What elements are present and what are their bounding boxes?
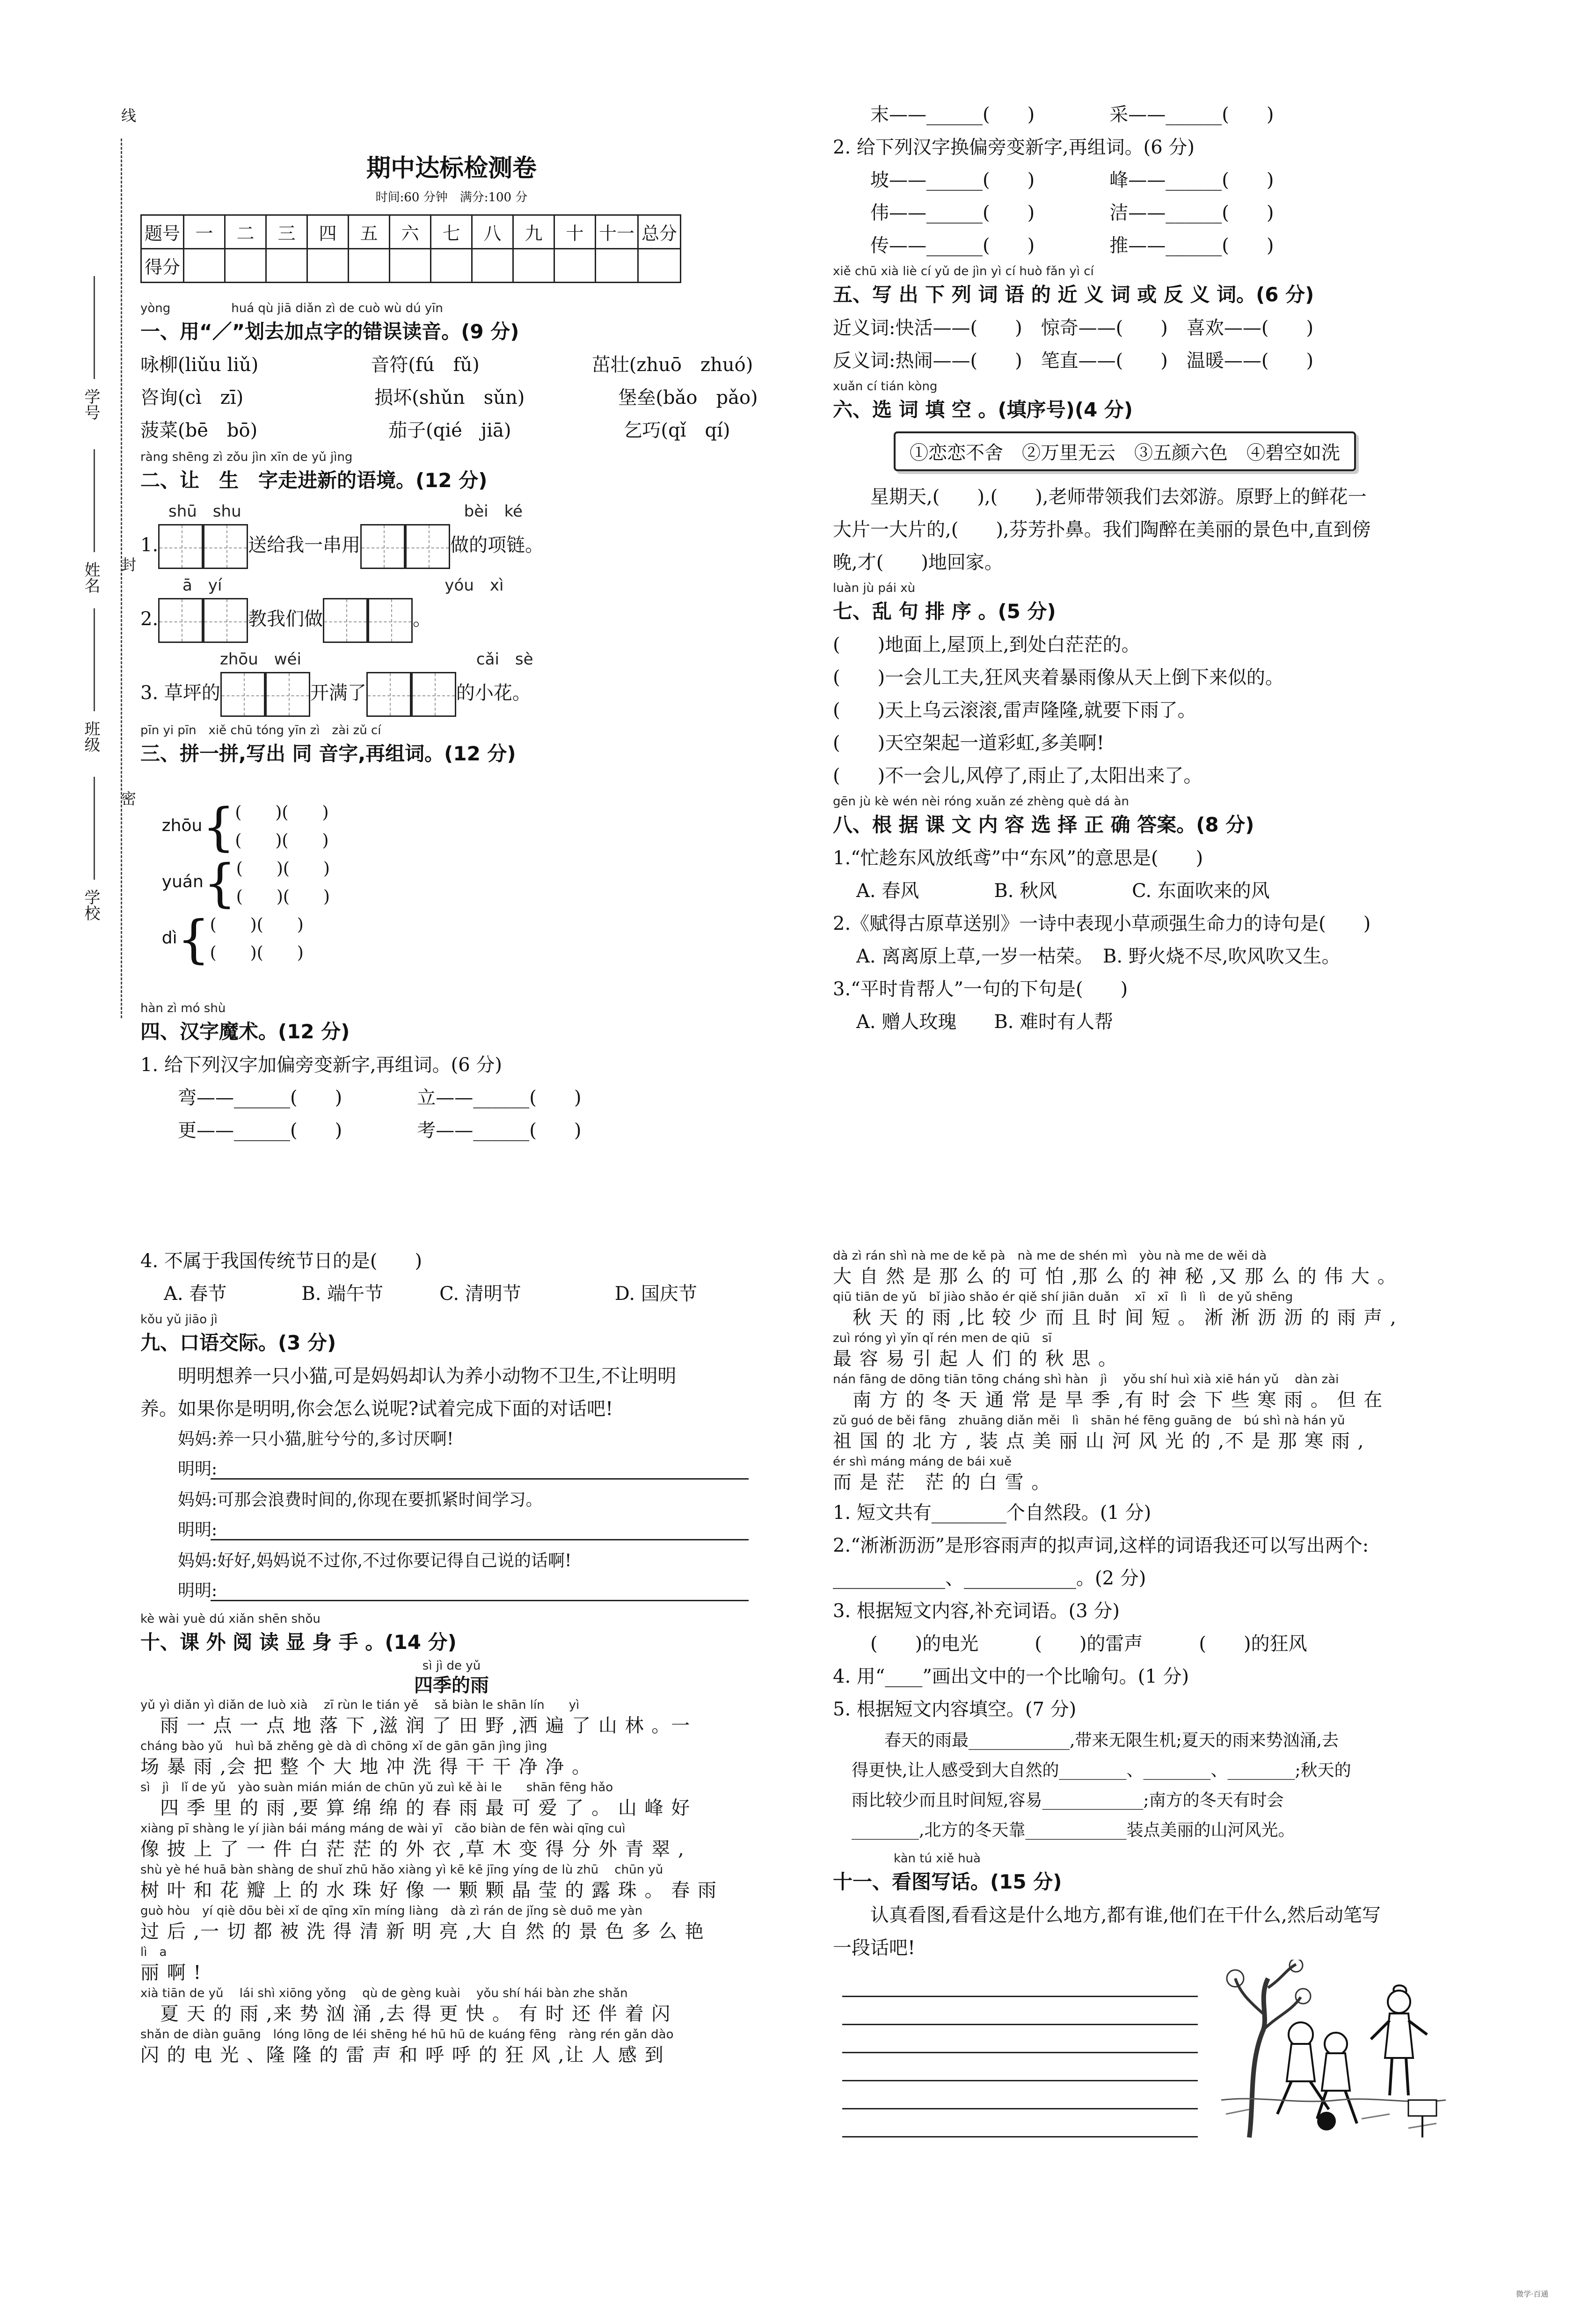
write-box-pair[interactable] [366, 669, 456, 717]
passage-text-line: 像 披 上 了 一 件 白 茫 茫 的 外 衣 ,草 木 变 得 分 外 青 翠 , [140, 1838, 685, 1860]
s10-title-pinyin: sì jì de yǔ [422, 1659, 481, 1673]
exam-subtitle: 时间:60 分钟 满分:100 分 [375, 190, 528, 204]
passage-pinyin-line: cháng bào yǔ huì bǎ zhěng gè dà dì chōng xǐ de gān gān jìng jìng [140, 1739, 547, 1753]
s10-title: 四季的雨 [414, 1674, 489, 1696]
s3-g3-pinyin: dì [161, 928, 177, 948]
passage-pinyin-line: qiū tiān de yǔ bǐ jiào shǎo ér qiě shí jiān duǎn xī xī lì lì de yǔ shēng [833, 1290, 1293, 1304]
s3-heading: 三、拼一拼,写出 同 音字,再组词。(12 分) [140, 742, 516, 765]
s4-pinyin: hàn zì mó shù [140, 1001, 226, 1015]
passage-pinyin-line: lì a [140, 1945, 167, 1959]
passage-text-line: 四 季 里 的 雨 ,要 算 绵 绵 的 春 雨 最 可 爱 了 。 山 峰 好 [140, 1797, 691, 1819]
s3-group: zhōu{ [161, 797, 235, 857]
passage-text-line: 秋 天 的 雨 ,比 较 少 而 且 时 间 短 。 淅 淅 沥 沥 的 雨 声 , [833, 1307, 1397, 1328]
s2-r3-tail: 的小花。 [456, 682, 531, 704]
score-table [140, 214, 681, 283]
s4b-r2[interactable]: 伟——______( ) 洁——______( ) [870, 202, 1274, 224]
score-cell[interactable] [184, 249, 225, 283]
s3-group: dì{ [161, 909, 210, 969]
s2-row3 [140, 669, 763, 717]
s5-pinyin: xiě chū xià liè cí yǔ de jìn yì cí huò fǎn yì cí [833, 264, 1094, 278]
seal-char-xian: 线 [119, 108, 137, 123]
s2-r1-pinyin: shū shu bèi ké [168, 502, 523, 521]
passage-pinyin-line: dà zì rán shì nà me de kě pà nà me de shén mì yòu nà me de wěi dà [833, 1249, 1267, 1263]
s1-row[interactable]: 咨询(cì zī) 损坏(shǔn sǔn) 堡垒(bǎo pǎo) [140, 387, 758, 408]
s9-mom3: 妈妈:好好,妈妈说不过你,不过你要记得自己说的话啊! [178, 1551, 572, 1570]
s10-f1[interactable]: 春天的雨最____________,带来无限生机;夏天的雨来势汹涌,去 [884, 1731, 1339, 1750]
s3-g1-pinyin: zhōu [161, 816, 203, 835]
s9-answer3[interactable] [140, 1575, 763, 1608]
s8-a1: A. 春风 B. 秋风 C. 东面吹来的风 [856, 880, 1270, 902]
passage-text-line: 闪 的 电 光 、隆 隆 的 雷 声 和 呼 呼 的 狂 风 ,让 人 感 到 [140, 2044, 664, 2066]
passage-pinyin-line: shù yè hé huā bàn shàng de shuǐ zhū hǎo xiàng yì kē kē jīng yíng de lù zhū chūn yǔ [140, 1863, 663, 1877]
score-header-cell: 七 [431, 215, 472, 249]
exam-title: 期中达标检测卷 [366, 154, 537, 182]
score-header-cell: 十一 [596, 215, 638, 249]
s2-row1 [140, 521, 763, 569]
s7-row[interactable]: ( )天上乌云滚滚,雷声隆隆,就要下雨了。 [833, 700, 1196, 721]
write-box-pair[interactable] [323, 595, 413, 643]
s6-pinyin: xuǎn cí tián kòng [833, 379, 938, 394]
s7-row[interactable]: ( )一会儿工夫,狂风夹着暴雨像从天上倒下来似的。 [833, 667, 1284, 688]
s4-q2: 2. 给下列汉字换偏旁变新字,再组词。(6 分) [833, 137, 1195, 158]
s3-g2-pinyin: yuán [161, 872, 204, 891]
student-id-line [94, 276, 95, 379]
score-cell[interactable] [225, 249, 266, 283]
s9-mom1: 妈妈:养一只小猫,脏兮兮的,多讨厌啊! [178, 1430, 454, 1449]
column-top-right [833, 98, 1455, 1038]
score-header-cell: 十 [554, 215, 596, 249]
s11-writing-area [833, 1969, 1455, 2147]
passage-pinyin-line: guò hòu yí qiè dōu bèi xǐ de qīng xīn míng liàng dà zì rán de jǐng sè duō me yàn [140, 1904, 643, 1918]
s8-a2: A. 离离原上草,一岁一枯荣。 B. 野火烧不尽,吹风吹又生。 [856, 946, 1341, 967]
s11-p2: 一段话吧! [833, 1937, 916, 1959]
s2-r2-pinyin: ā yí yóu xì [182, 576, 504, 595]
score-cell[interactable] [390, 249, 431, 283]
s2-r3-num: 3. 草坪的 [140, 682, 220, 704]
s1-row[interactable]: 菠菜(bē bō) 茄子(qié jiā) 乞巧(qǐ qí) [140, 420, 730, 441]
s11-lines[interactable] [842, 1969, 1198, 2137]
s6-word-box [833, 427, 1455, 481]
passage-text-line: 雨 一 点 一 点 地 落 下 ,滋 润 了 田 野 ,洒 遍 了 山 林 。一 [140, 1715, 691, 1736]
s10-q4[interactable]: 4. 用“____”画出文中的一个比喻句。(1 分) [833, 1666, 1189, 1687]
score-cell[interactable] [266, 249, 307, 283]
s2-r3-pinyin: zhōu wéi cǎi sè [220, 650, 533, 669]
s9-pinyin: kǒu yǔ jiāo jì [140, 1313, 218, 1327]
s9-answer2[interactable] [140, 1514, 763, 1547]
s10-q2: 2.“淅淅沥沥”是形容雨声的拟声词,这样的词语我还可以写出两个: [833, 1535, 1369, 1556]
write-box-pair[interactable] [220, 669, 310, 717]
passage-pinyin-line: sì jì lǐ de yǔ yào suàn mián mián de chūn yǔ zuì kě ài le shān fēng hǎo [140, 1780, 613, 1794]
score-cell[interactable] [638, 249, 681, 283]
s8-q4[interactable]: 4. 不属于我国传统节日的是( ) [140, 1250, 423, 1272]
column-top-left [140, 150, 763, 1147]
score-value-row [141, 249, 681, 283]
score-cell[interactable] [349, 249, 390, 283]
s8-heading: 八、根 据 课 文 内 容 选 择 正 确 答案。(8 分) [833, 813, 1254, 836]
score-header-cell: 五 [349, 215, 390, 249]
s4-r2[interactable]: 更——______( ) 考——______( ) [178, 1120, 582, 1141]
s1-pinyin: yòng huá qù jiā diǎn zì de cuò wù dú yīn [140, 301, 443, 315]
class-line [94, 608, 95, 711]
score-cell[interactable] [596, 249, 638, 283]
s8-q1[interactable]: 1.“忙趁东风放纸鸢”中“东风”的意思是( ) [833, 847, 1203, 869]
passage-text-line: 树 叶 和 花 瓣 上 的 水 珠 好 像 一 颗 颗 晶 莹 的 露 珠 。 春 雨 [140, 1880, 718, 1901]
write-box-pair[interactable] [158, 521, 248, 569]
s9-answer1[interactable] [140, 1453, 763, 1486]
s5-heading: 五、写 出 下 列 词 语 的 近 义 词 或 反 义 词。(6 分) [833, 283, 1314, 306]
s2-r2-tail: 。 [413, 608, 432, 630]
score-header-row [141, 215, 681, 249]
s8-q2[interactable]: 2.《赋得古原草送别》一诗中表现小草顽强生命力的诗句是( ) [833, 913, 1371, 934]
s7-row[interactable]: ( )地面上,屋顶上,到处白茫茫的。 [833, 634, 1140, 656]
s4-r1[interactable]: 弯——______( ) 立——______( ) [178, 1087, 582, 1109]
passage-pinyin-line: xiàng pī shàng le yí jiàn bái máng máng de wài yī cǎo biàn de fēn wài qīng cuì [140, 1822, 626, 1836]
student-id-label: 学号 [81, 388, 100, 420]
s1-heading: 一、用“／”划去加点字的错误读音。(9 分) [140, 320, 519, 343]
passage-pinyin-line: xià tiān de yǔ lái shì xiōng yǒng qù de gèng kuài yǒu shí hái bàn zhe shǎn [140, 1986, 628, 2000]
s2-r1-text: 送给我一串用 [248, 534, 361, 556]
passage-text-line: 丽 啊 ! [140, 1962, 202, 1984]
score-header-cell: 九 [513, 215, 554, 249]
s10-f2[interactable]: 得更快,让人感受到大自然的________、________、________;秋天的 [852, 1761, 1351, 1780]
column-bottom-left [140, 1245, 763, 2069]
s8-q3[interactable]: 3.“平时肯帮人”一句的下句是( ) [833, 978, 1128, 1000]
passage-pinyin-line: shǎn de diàn guāng lóng lōng de léi shēng hé hū hū de kuáng fēng ràng rén gǎn dào [140, 2028, 674, 2042]
s11-heading: 十一、看图写话。(15 分) [833, 1870, 1062, 1893]
student-name-label: 姓名 [81, 562, 100, 593]
s1-row[interactable]: 咏柳(liǔu liǔ) 音符(fú fǔ) 茁壮(zhuō zhuó) [140, 354, 753, 376]
passage-pinyin-line: zǔ guó de běi fāng zhuāng diǎn měi lì shān hé fēng guāng de bú shì nà hán yǔ [833, 1414, 1345, 1428]
s4-q1: 1. 给下列汉字加偏旁变新字,再组词。(6 分) [140, 1054, 502, 1076]
score-header-cell: 八 [472, 215, 513, 249]
score-header-cell: 一 [184, 215, 225, 249]
s10-q2-blank[interactable]: ____________、____________。(2 分) [833, 1568, 1146, 1589]
s9-p1: 明明想养一只小猫,可是妈妈却认为养小动物不卫生,不让明明 [178, 1365, 677, 1387]
s8-a4: A. 春节 B. 端午节 C. 清明节 D. 国庆节 [164, 1283, 697, 1305]
s9-mingming-label: 明明: [178, 1459, 218, 1479]
score-header-cell: 六 [390, 215, 431, 249]
s11-p1: 认真看图,看看这是什么地方,都有谁,他们在干什么,然后动笔写 [870, 1904, 1381, 1926]
s10-q5: 5. 根据短文内容填空。(7 分) [833, 1699, 1077, 1720]
s2-r2-text: 教我们做 [248, 608, 323, 630]
passage-text-line: 过 后 ,一 切 都 被 洗 得 清 新 明 亮 ,大 自 然 的 景 色 多 么 艳 [140, 1921, 705, 1942]
passage-text-line: 夏 天 的 雨 ,来 势 汹 涌 ,去 得 更 快 。 有 时 还 伴 着 闪 [140, 2003, 671, 2025]
school-line [94, 777, 95, 880]
score-label: 得分 [141, 249, 184, 283]
write-box-pair[interactable] [158, 595, 248, 643]
s6-word-scroll: ①恋恋不舍 ②万里无云 ③五颜六色 ④碧空如洗 [894, 431, 1356, 471]
s4-r3[interactable]: 末——______( ) 采——______( ) [870, 104, 1274, 125]
s8-pinyin: gēn jù kè wén nèi róng xuǎn zé zhèng què dá àn [833, 795, 1130, 809]
s10-f4[interactable]: ________,北方的冬天靠____________装点美丽的山河风光。 [852, 1821, 1295, 1840]
s11-pinyin: kàn tú xiě huà [894, 1852, 981, 1866]
s7-pinyin: luàn jù pái xù [833, 581, 916, 595]
s9-mingming-label: 明明: [178, 1581, 218, 1600]
s10-q3-blank[interactable]: ( )的电光 ( )的雷声 ( )的狂风 [870, 1633, 1307, 1655]
score-header-cell: 二 [225, 215, 266, 249]
s2-r1-tail: 做的项链。 [450, 534, 544, 556]
s2-r1-num: 1. [140, 534, 159, 556]
seal-char-mi: 密 [119, 791, 137, 806]
s6-p1[interactable]: 星期天,( ),( ),老师带领我们去郊游。原野上的鲜花一 [870, 486, 1367, 508]
passage-pinyin-line: ér shì máng máng de bái xuě [833, 1455, 1012, 1469]
column-bottom-right [833, 1249, 1455, 2147]
score-header-cell: 题号 [141, 215, 184, 249]
s6-p2[interactable]: 大片一大片的,( ),芬芳扑鼻。我们陶醉在美丽的景色中,直到傍 [833, 519, 1371, 540]
score-header-cell: 三 [266, 215, 307, 249]
s2-heading: 二、让 生 字走进新的语境。(12 分) [140, 469, 488, 492]
s7-row[interactable]: ( )不一会儿,风停了,雨止了,太阳出来了。 [833, 765, 1202, 787]
s10-passage [140, 1699, 763, 2069]
seal-char-feng: 封 [119, 557, 137, 572]
s10-f3[interactable]: 雨比较少而且时间短,容易____________;南方的冬天有时会 [852, 1791, 1284, 1810]
score-header-cell: 四 [307, 215, 349, 249]
s4b-r1[interactable]: 坡——______( ) 峰——______( ) [870, 169, 1274, 191]
s3-groups [140, 771, 763, 995]
s10-pinyin: kè wài yuè dú xiǎn shēn shǒu [140, 1612, 321, 1626]
s3-group: yuán{ [161, 853, 236, 913]
s9-p2: 养。如果你是明明,你会怎么说呢?试着完成下面的对话吧! [140, 1398, 613, 1420]
passage-text-line: 祖 国 的 北 方 , 装 点 美 丽 山 河 风 光 的 ,不 是 那 寒 雨 , [833, 1430, 1365, 1452]
passage-text-line: 最 容 易 引 起 人 们 的 秋 思 。 [833, 1348, 1118, 1370]
passage-text-line: 而 是 茫 茫 的 白 雪 。 [833, 1472, 1051, 1493]
s3-answers[interactable]: ( )( ) ( )( ) [235, 803, 329, 850]
s9-mom2: 妈妈:可那会浪费时间的,你现在要抓紧时间学习。 [178, 1490, 543, 1510]
class-label: 班级 [81, 721, 100, 752]
s2-row2 [140, 595, 763, 643]
s4b-r3[interactable]: 传——______( ) 推——______( ) [870, 235, 1274, 256]
score-cell[interactable] [554, 249, 596, 283]
s10-q3: 3. 根据短文内容,补充词语。(3 分) [833, 1600, 1120, 1622]
s2-r3-text: 开满了 [310, 682, 366, 704]
school-label: 学校 [81, 889, 100, 921]
s6-p3[interactable]: 晚,才( )地回家。 [833, 552, 1003, 573]
s10-q1[interactable]: 1. 短文共有________个自然段。(1 分) [833, 1502, 1151, 1524]
s3-answers[interactable]: ( )( ) ( )( ) [210, 915, 304, 963]
s2-pinyin: ràng shēng zì zǒu jìn xīn de yǔ jìng [140, 450, 353, 464]
s4-heading: 四、汉字魔术。(12 分) [140, 1020, 350, 1043]
score-cell[interactable] [513, 249, 554, 283]
passage-pinyin-line: nán fāng de dōng tiān tōng cháng shì hàn jì yǒu shí huì xià xiē hán yǔ dàn zài [833, 1372, 1339, 1386]
s5-r1[interactable]: 近义词:快活——( ) 惊奇——( ) 喜欢——( ) [833, 317, 1314, 339]
passage-pinyin-line: zuì róng yì yǐn qǐ rén men de qiū sī [833, 1331, 1052, 1345]
passage-pinyin-line: yǔ yì diǎn yì diǎn de luò xià zī rùn le tián yě sǎ biàn le shān lín yì [140, 1698, 580, 1712]
s9-mingming-label: 明明: [178, 1520, 218, 1539]
s5-r2[interactable]: 反义词:热闹——( ) 笔直——( ) 温暖——( ) [833, 350, 1314, 372]
passage-text-line: 大 自 然 是 那 么 的 可 怕 ,那 么 的 神 秘 ,又 那 么 的 伟 大 。 [833, 1266, 1397, 1287]
s7-heading: 七、乱 句 排 序 。(5 分) [833, 600, 1056, 623]
write-box-pair[interactable] [360, 521, 450, 569]
footer-watermark: 微学·百通 [1516, 2290, 1549, 2298]
s3-pinyin: pīn yi pīn xiě chū tóng yīn zì zài zǔ cí [140, 723, 381, 737]
passage-text-line: 南 方 的 冬 天 通 常 是 旱 季 ,有 时 会 下 些 寒 雨 。 但 在 [833, 1389, 1384, 1411]
s6-heading: 六、选 词 填 空 。(填序号)(4 分) [833, 398, 1133, 421]
score-cell[interactable] [431, 249, 472, 283]
score-cell[interactable] [472, 249, 513, 283]
binding-dashed-line [121, 139, 122, 1018]
s10-heading: 十、课 外 阅 读 显 身 手 。(14 分) [140, 1631, 457, 1654]
student-name-line [94, 449, 95, 552]
s2-r2-num: 2. [140, 608, 159, 630]
s7-row[interactable]: ( )天空架起一道彩虹,多美啊! [833, 732, 1104, 754]
s8-a3: A. 赠人玫瑰 B. 难时有人帮 [856, 1011, 1114, 1033]
score-header-cell: 总分 [638, 215, 681, 249]
s9-heading: 九、口语交际。(3 分) [140, 1331, 336, 1354]
kids-playing-illustration [1221, 1960, 1446, 2142]
passage-text-line: 场 暴 雨 ,会 把 整 个 大 地 冲 洗 得 干 干 净 净 。 [140, 1756, 592, 1778]
s10-passage-continued [833, 1249, 1455, 1496]
s3-answers[interactable]: ( )( ) ( )( ) [236, 859, 330, 906]
score-cell[interactable] [307, 249, 349, 283]
